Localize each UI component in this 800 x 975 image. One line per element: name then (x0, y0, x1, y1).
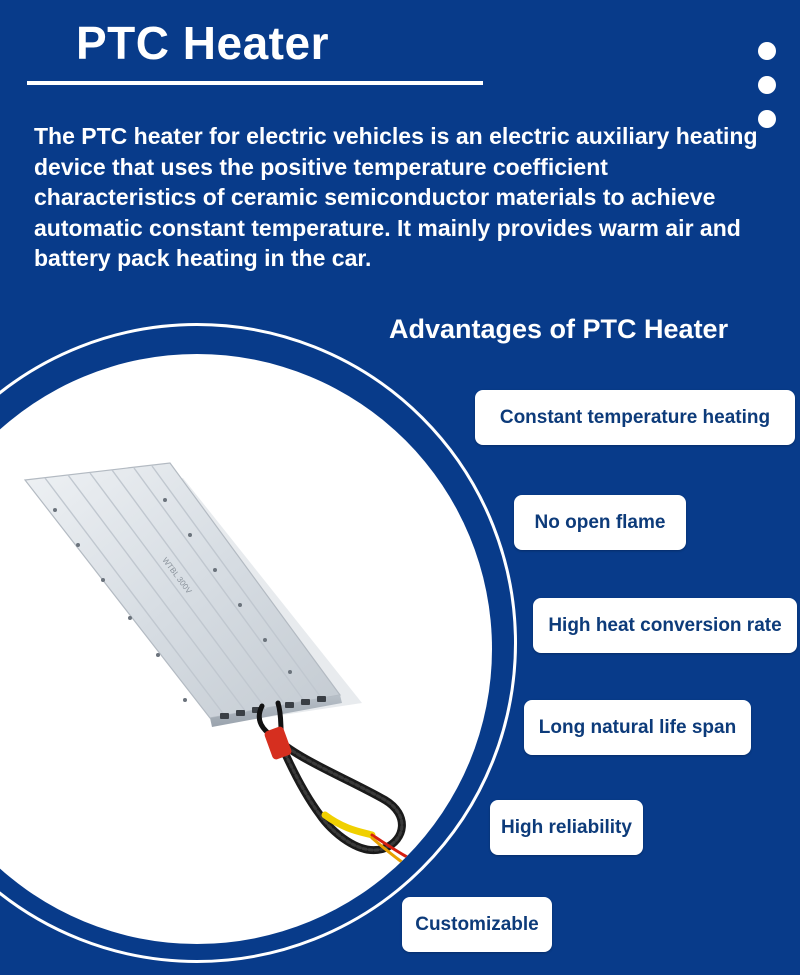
svg-text:WTBL 300V: WTBL 300V (160, 555, 194, 596)
advantage-high-reliability: High reliability (490, 800, 643, 855)
product-photo (0, 354, 492, 944)
title-underline (27, 81, 483, 85)
dot (758, 76, 776, 94)
advantage-long-life-span: Long natural life span (524, 700, 751, 755)
dot (758, 42, 776, 60)
advantage-constant-temperature: Constant temperature heating (475, 390, 795, 445)
intro-paragraph: The PTC heater for electric vehicles is an electric auxiliary heating device that uses the positive temperature coefficient characteristics of ceramic semiconductor materials to achieve automatic constant temperature. It mainly provides warm air and battery pack heating in the car. (34, 123, 758, 271)
more-vertical-icon[interactable] (758, 42, 780, 128)
advantage-customizable: Customizable (402, 897, 552, 952)
advantage-no-open-flame: No open flame (514, 495, 686, 550)
ptc-heater-illustration (0, 354, 492, 944)
advantages-title: Advantages of PTC Heater (389, 314, 729, 344)
advantage-high-heat-conversion: High heat conversion rate (533, 598, 797, 653)
page-title: PTC Heater (76, 17, 329, 69)
